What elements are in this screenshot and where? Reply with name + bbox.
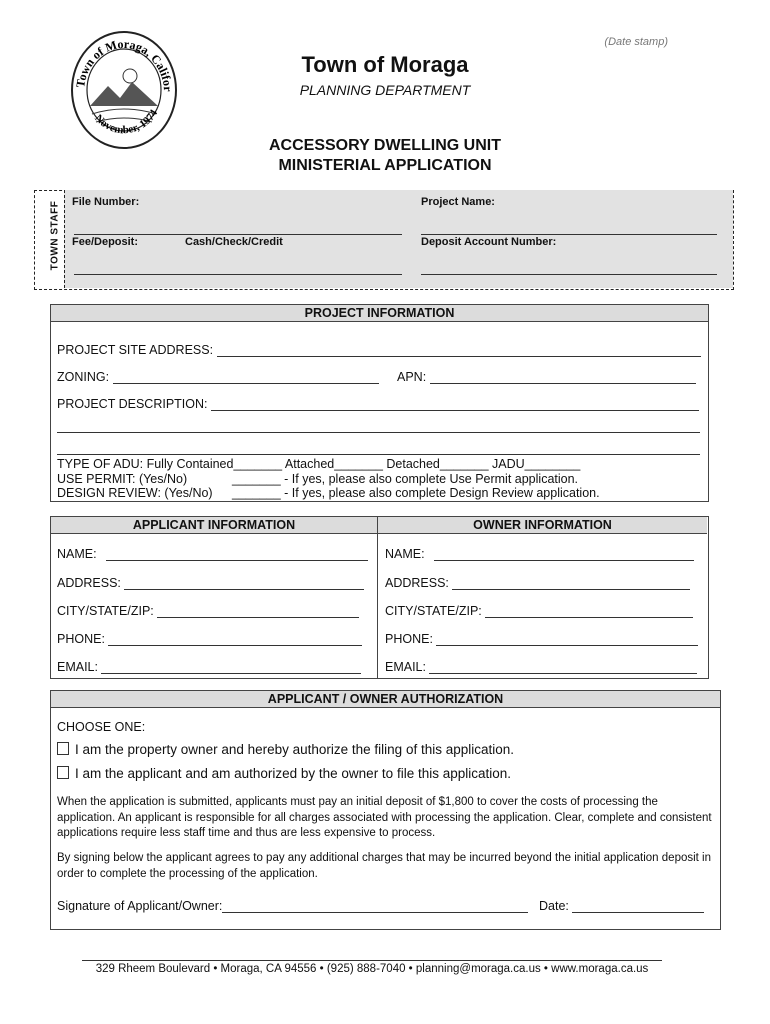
owner-name-label: NAME: <box>385 547 425 561</box>
owner-city-label: CITY/STATE/ZIP: <box>385 604 482 618</box>
signature-row <box>57 899 528 913</box>
form-title-line1: ACCESSORY DWELLING UNIT <box>268 137 501 154</box>
applicant-phone-label: PHONE: <box>57 632 105 646</box>
owner-phone-field[interactable] <box>436 633 698 646</box>
applicant-email-field[interactable] <box>101 661 361 674</box>
file-number-field[interactable] <box>74 234 402 235</box>
svg-text:Town of Moraga, California: Town of Moraga, Califor <box>73 36 176 93</box>
town-name: Town of Moraga <box>301 52 469 77</box>
date-field[interactable] <box>572 900 704 913</box>
applicant-email-label: EMAIL: <box>57 660 98 674</box>
footer-contact: 329 Rheem Boulevard • Moraga, CA 94556 • (925) 888-7040 • planning@moraga.ca.us • www.moraga.ca.us <box>82 960 662 975</box>
charges-paragraph: By signing below the applicant agrees to pay any additional charges that may be incurred beyond the initial application deposit in order to complete the processing of the application. <box>57 852 712 880</box>
project-description-label: PROJECT DESCRIPTION: <box>57 397 208 411</box>
signature-field[interactable] <box>222 900 528 913</box>
project-description-row <box>57 397 699 411</box>
owner-email-label: EMAIL: <box>385 660 426 674</box>
owner-phone-label: PHONE: <box>385 632 433 646</box>
zoning-label: ZONING: <box>57 370 110 384</box>
owner-option-checkbox[interactable] <box>57 742 69 755</box>
use-permit-note: _______ - If yes, please also complete Use Permit application. <box>232 472 579 486</box>
project-description-line-3[interactable] <box>57 454 700 455</box>
date-stamp-label: (Date stamp) <box>604 36 668 48</box>
applicant-address-label: ADDRESS: <box>57 576 121 590</box>
owner-email-field[interactable] <box>429 661 697 674</box>
zoning-field[interactable] <box>113 371 379 384</box>
project-description-field[interactable] <box>211 398 699 411</box>
design-review-note: _______ - If yes, please also complete Design Review application. <box>232 486 600 500</box>
site-address-label: PROJECT SITE ADDRESS: <box>57 343 214 357</box>
owner-information-header: OWNER INFORMATION <box>473 518 612 532</box>
date-label: Date: <box>539 899 569 913</box>
signature-label: Signature of Applicant/Owner: <box>57 899 223 913</box>
apn-label: APN: <box>397 370 427 384</box>
department-name: PLANNING DEPARTMENT <box>299 82 471 98</box>
zoning-row <box>57 370 379 384</box>
owner-option-label: I am the property owner and hereby authorize the filing of this application. <box>75 742 515 757</box>
applicant-name-field[interactable] <box>106 548 368 561</box>
column-divider <box>377 516 378 678</box>
site-address-field[interactable] <box>217 344 701 357</box>
project-name-label: Project Name: <box>421 196 495 208</box>
town-staff-label: TOWN STAFF <box>49 200 61 271</box>
applicant-city-field[interactable] <box>157 605 359 618</box>
applicant-city-label: CITY/STATE/ZIP: <box>57 604 154 618</box>
owner-authorization-option[interactable] <box>57 742 514 757</box>
deposit-paragraph: When the application is submitted, applicants must pay an initial deposit of $1,800 to cover the costs of processing the application. An applicant is responsible for all charges associated with processing the application. Clear, complete and consistent applications require less staff time and thus are less expensive to process. <box>57 796 712 839</box>
project-information-header: PROJECT INFORMATION <box>51 305 708 322</box>
authorization-header: APPLICANT / OWNER AUTHORIZATION <box>51 691 720 708</box>
applicant-authorization-option[interactable] <box>57 766 511 781</box>
applicant-owner-section <box>50 516 709 679</box>
apn-row <box>397 370 696 384</box>
project-name-field[interactable] <box>421 234 717 235</box>
project-description-line-2[interactable] <box>57 432 700 433</box>
use-permit-label: USE PERMIT: (Yes/No) <box>57 472 188 486</box>
applicant-option-label: I am the applicant and am authorized by the owner to file this application. <box>75 766 512 781</box>
apn-field[interactable] <box>430 371 696 384</box>
applicant-name-label: NAME: <box>57 547 97 561</box>
owner-city-field[interactable] <box>485 605 693 618</box>
svg-text:November, 1974: November, 1974 <box>92 107 161 137</box>
file-number-label: File Number: <box>72 196 140 208</box>
form-title-line2: MINISTERIAL APPLICATION <box>278 157 492 174</box>
deposit-account-label: Deposit Account Number: <box>421 236 557 248</box>
applicant-option-checkbox[interactable] <box>57 766 69 779</box>
applicant-phone-field[interactable] <box>108 633 362 646</box>
applicant-address-field[interactable] <box>124 577 364 590</box>
owner-address-field[interactable] <box>452 577 690 590</box>
fee-deposit-label: Fee/Deposit: <box>72 236 139 248</box>
fee-deposit-field[interactable] <box>74 274 402 275</box>
applicant-information-header: APPLICANT INFORMATION <box>132 518 296 532</box>
date-row <box>539 899 704 913</box>
owner-address-label: ADDRESS: <box>385 576 449 590</box>
site-address-row <box>57 343 701 357</box>
deposit-account-field[interactable] <box>421 274 717 275</box>
choose-one-label: CHOOSE ONE: <box>57 720 146 734</box>
owner-name-field[interactable] <box>434 548 694 561</box>
payment-methods-label: Cash/Check/Credit <box>185 236 283 248</box>
form-title <box>0 136 770 176</box>
adu-type-row: TYPE OF ADU: Fully Contained_______ Attached_______ Detached_______ JADU________ <box>57 457 581 471</box>
design-review-label: DESIGN REVIEW: (Yes/No) <box>57 486 213 500</box>
